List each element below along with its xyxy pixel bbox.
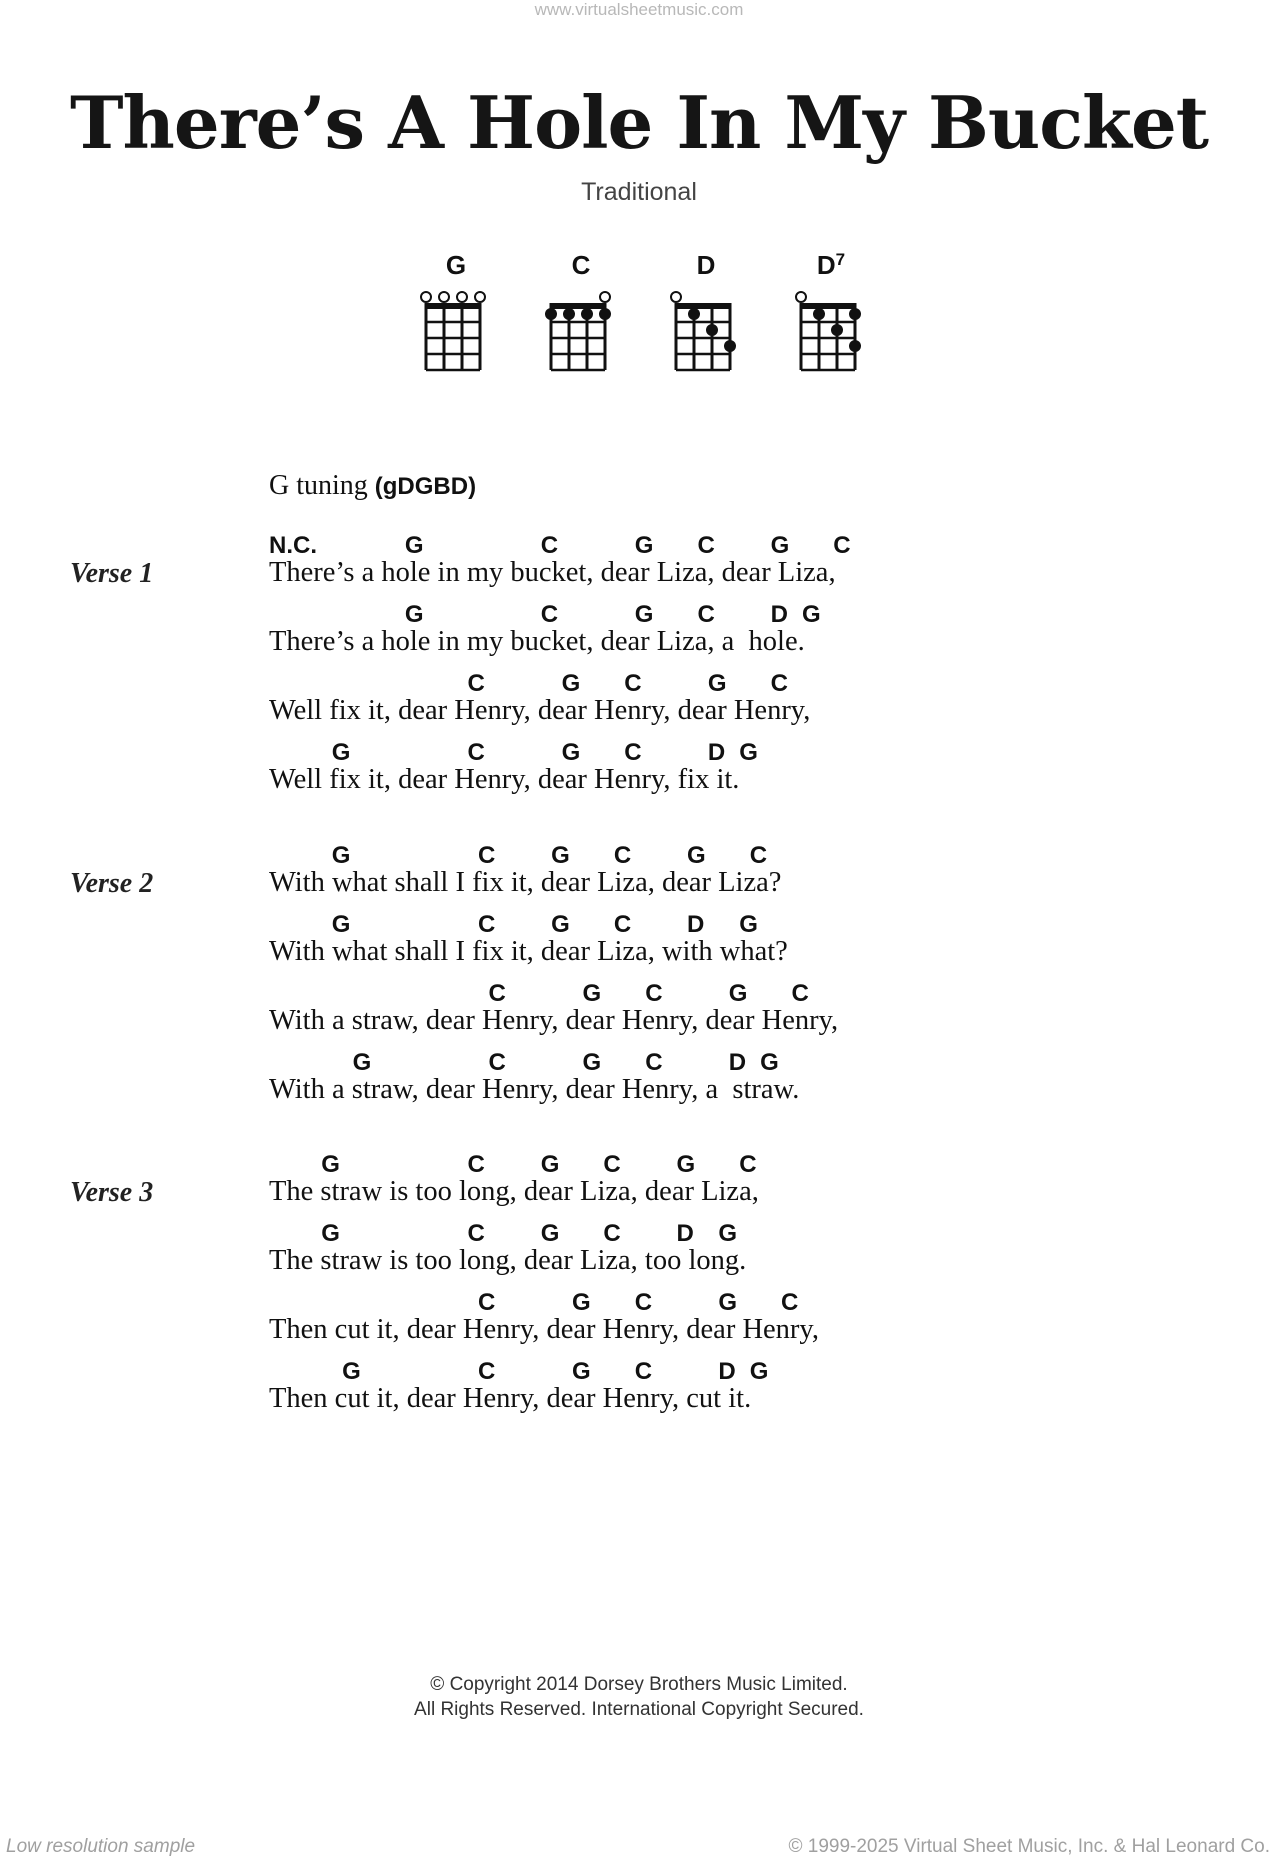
chord-symbol: C [467,670,485,697]
chord-symbol: C [697,601,715,628]
lyric-line [269,1151,1249,1211]
chord-row [269,532,1249,560]
chord-symbol: G [561,739,581,766]
chord-symbol: G [540,1151,560,1178]
chord-symbol: C [478,842,496,869]
chord-symbol: C [540,532,559,559]
chord-symbol: G [572,1289,591,1316]
chord-row [269,739,1249,767]
lyric-line [269,1049,1249,1109]
chord-symbol: G [572,1358,591,1385]
lyric-text: There’s a hole in my bucket, dear Liza, a hole. [269,626,805,657]
chord-symbol: G [707,670,727,697]
chord-symbol: C [603,1151,621,1178]
chord-diagram-name: $D^7$ [816,250,846,280]
chord-symbol: C [697,532,715,559]
chord-symbol: C [645,1049,663,1076]
chord-symbol: G [551,911,570,938]
chord-row [269,1220,1249,1248]
verse-label: Verse 2 [70,868,154,899]
chord-row [269,842,1249,870]
chord-symbol: G [634,601,654,628]
fretboard-grid [536,286,626,396]
lyric-line [269,739,1249,799]
finger-dot [545,308,557,320]
finger-dot [688,308,700,320]
lyric-text: There’s a hole in my bucket, dear Liza, dear Liza, [269,557,836,588]
finger-dot [599,308,611,320]
chord-symbol: G [352,1049,372,1076]
chord-row [269,601,1249,629]
chord-symbol: C [603,1220,621,1247]
chord-diagram-name: D [696,250,716,280]
low-resolution-note: Low resolution sample [6,1836,196,1857]
verse-label: Verse 3 [70,1177,154,1208]
chord-symbol: G [770,532,790,559]
chord-symbol: G [540,1220,560,1247]
chord-symbol: G [404,532,424,559]
open-string-marker [600,292,610,302]
fretboard-grid [786,286,876,396]
chord-diagram [786,250,876,390]
finger-dot [581,308,593,320]
chord-symbol: G [801,601,821,628]
chord-symbol: C [467,1151,485,1178]
chord-symbol: G [561,670,581,697]
chord-symbol: G [739,911,758,938]
chord-symbol: G [739,739,758,766]
chord-symbol: G [718,1220,738,1247]
watermark-url: www.virtualsheetmusic.com [534,0,744,19]
chord-diagram [411,250,501,390]
chord-symbol: C [478,1289,496,1316]
chord-symbol: C [749,842,768,869]
chord-symbol: C [791,980,809,1007]
chord-diagram [536,250,626,390]
lyric-text: Then cut it, dear Henry, dear Henry, cut it. [269,1383,752,1414]
chord-symbol: G [676,1151,696,1178]
lyric-text: The straw is too long, dear Liza, too long. [269,1245,747,1276]
chord-row [269,1151,1249,1179]
chord-diagram [661,250,751,390]
fretboard-grid [411,286,501,396]
chord-symbol: G [331,911,351,938]
lyric-text: Well fix it, dear Henry, dear Henry, dear Henry, [269,695,811,726]
chord-symbol: D [728,1049,747,1076]
chord-symbol: C [467,1220,485,1247]
chord-row [269,670,1249,698]
chord-symbol: C [634,1358,653,1385]
chord-symbol: G [634,532,654,559]
lyric-line [269,980,1249,1040]
chord-symbol: G [687,842,706,869]
chord-symbol: G [718,1289,738,1316]
copyright-notice [0,1672,1278,1722]
finger-dot [849,340,861,352]
fretboard-grid [661,286,751,396]
chord-symbol: D [676,1220,694,1247]
lyric-text: With a straw, dear Henry, dear Henry, a straw. [269,1074,800,1105]
chord-symbol: C [645,980,663,1007]
chord-symbol: C [739,1151,757,1178]
chord-row [269,1358,1249,1386]
lyric-line [269,842,1249,902]
chord-symbol: G [331,842,351,869]
chord-symbol: C [624,739,642,766]
lyric-text: With what shall I fix it, dear Liza, dear Liza? [269,867,782,898]
chord-symbol: G [331,739,351,766]
lyric-line [269,601,1249,661]
chord-diagram-name: G [445,250,467,280]
chord-symbol: C [624,670,642,697]
chord-symbol: G [728,980,748,1007]
chord-symbol: D [718,1358,736,1385]
chord-diagram-name: C [571,250,591,280]
chord-symbol: C [478,1358,496,1385]
open-string-marker [457,292,467,302]
lyric-line [269,1220,1249,1280]
open-string-marker [475,292,485,302]
chord-symbol: G [342,1358,361,1385]
tuning-value: (gDGBD) [374,473,477,500]
finger-dot [849,308,861,320]
composer: Traditional [581,178,697,206]
finger-dot [813,308,825,320]
open-string-marker [671,292,681,302]
chord-symbol: G [582,980,602,1007]
chord-row [269,1289,1249,1317]
finger-dot [706,324,718,336]
chord-symbol: G [749,1358,769,1385]
chord-symbol: D [687,911,705,938]
chord-symbol: D [707,739,726,766]
chord-symbol: G [551,842,570,869]
lyric-text: The straw is too long, dear Liza, dear Liza, [269,1176,759,1207]
lyric-line [269,670,1249,730]
finger-dot [563,308,575,320]
verse-label: Verse 1 [70,558,154,589]
copyright-line: © Copyright 2014 Dorsey Brothers Music Limited. [430,1674,848,1695]
chord-symbol: G [404,601,424,628]
chord-symbol: C [488,1049,506,1076]
footer-copyright: © 1999-2025 Virtual Sheet Music, Inc. & Hal Leonard Co. [788,1836,1270,1857]
chord-symbol: G [760,1049,779,1076]
chord-row [269,911,1249,939]
copyright-line: All Rights Reserved. International Copyright Secured. [414,1699,864,1720]
chord-row [269,1049,1249,1077]
lyric-line [269,1289,1249,1349]
lyric-line [269,532,1249,592]
finger-dot [831,324,843,336]
lyric-text: Then cut it, dear Henry, dear Henry, dear Henry, [269,1314,819,1345]
chord-symbol: N.C. [269,532,317,559]
lyric-line [269,1358,1249,1418]
tuning-line [269,470,476,502]
chord-symbol: C [488,980,506,1007]
open-string-marker [796,292,806,302]
chord-symbol: D [770,601,788,628]
chord-symbol: C [478,911,496,938]
chord-symbol: G [582,1049,602,1076]
chord-symbol: C [540,601,559,628]
lyric-text: With what shall I fix it, dear Liza, with what? [269,936,788,967]
lyric-text: Well fix it, dear Henry, dear Henry, fix it. [269,764,740,795]
lyric-line [269,911,1249,971]
chord-symbol: C [634,1289,653,1316]
chord-symbol: C [833,532,851,559]
chord-symbol: C [781,1289,799,1316]
chord-symbol: C [467,739,485,766]
tuning-label: G tuning [269,470,368,501]
chord-symbol: C [770,670,788,697]
finger-dot [724,340,736,352]
chord-symbol: C [613,842,632,869]
chord-symbol: G [321,1151,340,1178]
lyric-text: With a straw, dear Henry, dear Henry, dear Henry, [269,1005,839,1036]
chord-symbol: G [321,1220,340,1247]
chord-symbol: C [613,911,632,938]
open-string-marker [439,292,449,302]
song-title: There’s A Hole In My Bucket [69,80,1209,165]
chord-row [269,980,1249,1008]
open-string-marker [421,292,431,302]
